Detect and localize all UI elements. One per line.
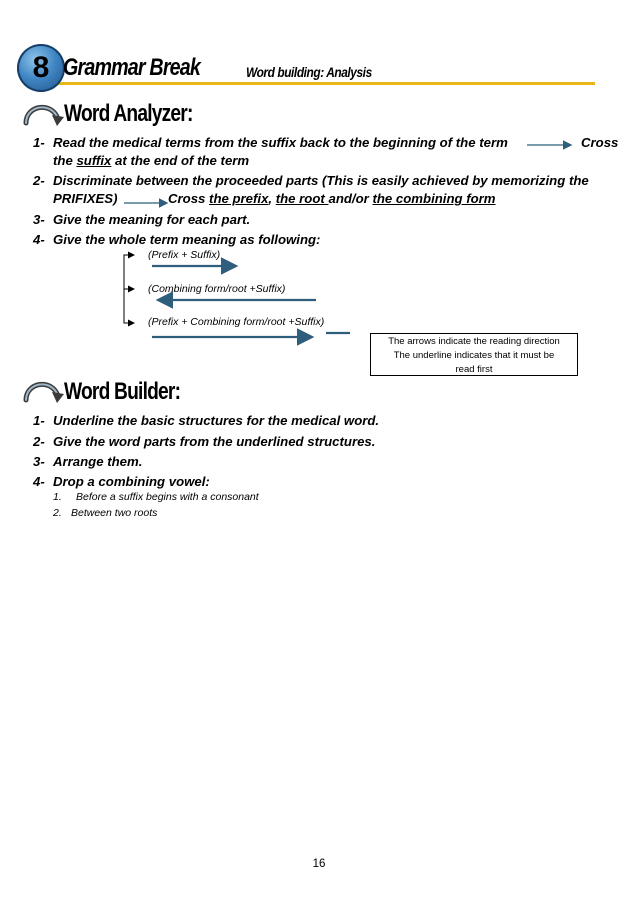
header-title: Grammar Break: [63, 54, 201, 81]
analyzer-step-1-line2: the suffix at the end of the term: [53, 153, 250, 168]
step-text: Discriminate between the proceeded parts (This is easily achieved by memorizing the: [53, 173, 589, 188]
analyzer-step-4: 4- Give the whole term meaning as following:: [33, 232, 321, 247]
curved-arrow-icon: [22, 374, 64, 404]
legend-note-box: The arrows indicate the reading direction The underline indicates that it must be read first: [370, 333, 578, 376]
word-analyzer-title: Word Analyzer:: [64, 100, 193, 127]
analyzer-step-2-line2: Cross the prefix, the root and/or the combining form: [168, 191, 496, 206]
analyzer-step-1-tail: Cross: [581, 135, 619, 150]
formula-1: (Prefix + Suffix): [148, 249, 221, 261]
word-builder-title: Word Builder:: [64, 378, 181, 405]
page-number: 16: [312, 858, 326, 870]
step-number: 1-: [33, 135, 45, 150]
builder-sub-item-2: 2. Between two roots: [53, 507, 158, 519]
header-subtitle: Word building: Analysis: [246, 64, 372, 80]
formula-2: (Combining form/root +Suffix): [148, 283, 286, 295]
suffix-underlined: suffix: [76, 153, 112, 168]
formula-3: (Prefix + Combining form/root +Suffix): [148, 316, 325, 328]
analyzer-step-3: 3- Give the meaning for each part.: [33, 212, 251, 227]
builder-sub-item-1: 1. Before a suffix begins with a consonant: [53, 491, 259, 503]
root-underlined: the root: [275, 191, 329, 206]
chapter-number: 8: [32, 51, 50, 84]
builder-step-3: 3- Arrange them.: [33, 454, 143, 469]
builder-step-4: 4- Drop a combining vowel:: [33, 474, 210, 489]
step-number: 2-: [33, 173, 45, 188]
builder-step-2: 2- Give the word parts from the underlined structures.: [33, 434, 376, 449]
analyzer-step-2-prefixes: PRIFIXES): [53, 191, 118, 206]
step-text: Read the medical terms from the suffix back to the beginning of the term: [53, 135, 508, 150]
prefix-underlined: the prefix: [209, 191, 269, 206]
builder-step-1: 1- Underline the basic structures for the medical word.: [33, 413, 380, 428]
combining-form-underlined: the combining form: [372, 191, 496, 206]
